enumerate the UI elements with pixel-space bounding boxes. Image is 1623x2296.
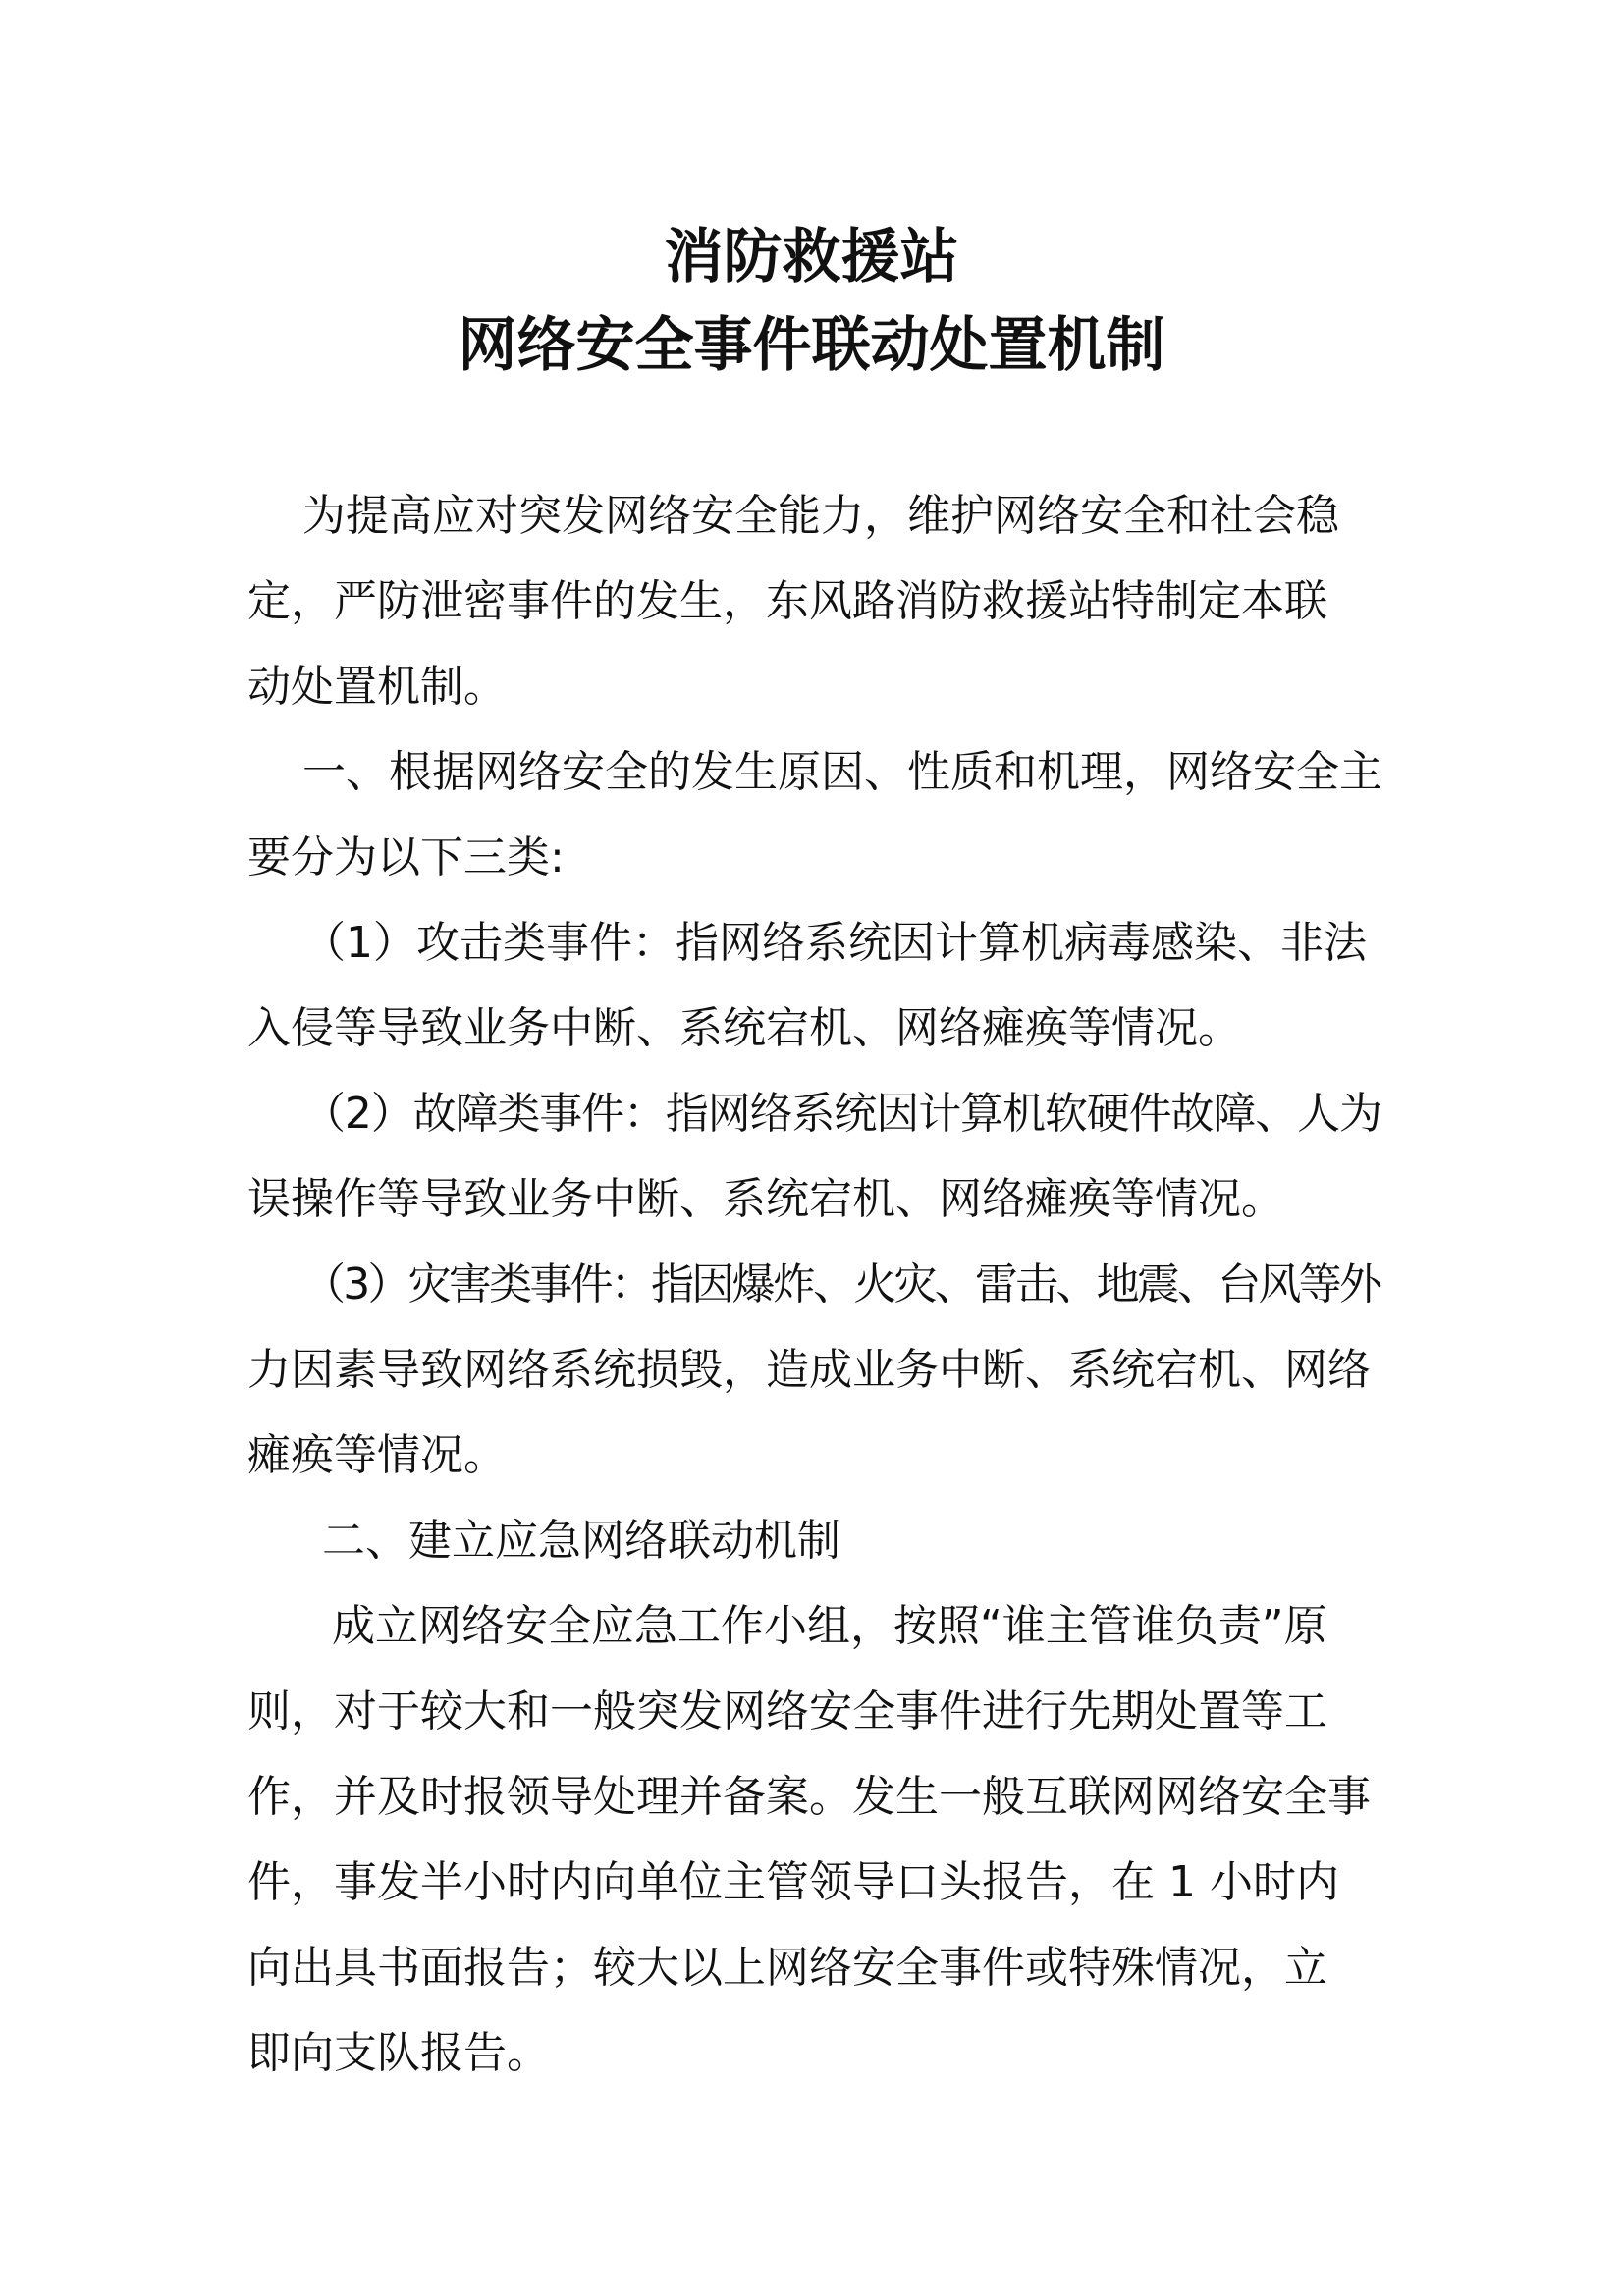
text-line: 向出具书面报告；较大以上网络安全事件或特殊情况，立 bbox=[247, 1943, 1327, 1993]
text-line: 误操作等导致业务中断、系统宕机、网络瘫痪等情况。 bbox=[247, 1174, 1284, 1224]
paragraph-section-one bbox=[247, 729, 1384, 900]
text-line: 件，事发半小时内向单位主管领导口头报告，在 1 小时内 bbox=[247, 1857, 1339, 1907]
text-line: 作，并及时报领导处理并备案。发生一般互联网网络安全事 bbox=[247, 1772, 1371, 1822]
text-line: 动处置机制。 bbox=[247, 662, 507, 712]
text-line: 一、根据网络安全的发生原因、性质和机理，网络安全主 bbox=[302, 747, 1382, 797]
text-line: （1）攻击类事件：指网络系统因计算机病毒感染、非法 bbox=[302, 918, 1367, 968]
document-body bbox=[247, 473, 1384, 2096]
paragraph-section-two bbox=[247, 1583, 1384, 2096]
text-line: （2）故障类事件：指网络系统因计算机软硬件故障、人为 bbox=[302, 1089, 1381, 1139]
paragraph-item-3 bbox=[247, 1242, 1384, 1498]
paragraph-item-1 bbox=[247, 900, 1384, 1071]
paragraph-item-2 bbox=[247, 1071, 1384, 1242]
text-line: 要分为以下三类: bbox=[247, 832, 565, 882]
title-line-station: 消防救援站 bbox=[664, 223, 959, 292]
text-line: （3）灾害类事件：指因爆炸、火灾、雷击、地震、台风等外 bbox=[302, 1259, 1380, 1309]
text-line: 即向支队报告。 bbox=[247, 2028, 550, 2078]
text-line: 定，严防泄密事件的发生，东风路消防救援站特制定本联 bbox=[247, 576, 1327, 626]
section-heading bbox=[247, 1498, 1384, 1583]
document-title bbox=[0, 213, 1623, 390]
text-line: 力因素导致网络系统损毁，造成业务中断、系统宕机、网络 bbox=[247, 1345, 1371, 1395]
section-heading-text: 二、建立应急网络联动机制 bbox=[322, 1516, 840, 1566]
text-line: 成立网络安全应急工作小组，按照“谁主管谁负责”原 bbox=[332, 1601, 1327, 1651]
text-line: 为提高应对突发网络安全能力，维护网络安全和社会稳 bbox=[302, 491, 1339, 541]
paragraph-intro bbox=[247, 473, 1384, 729]
text-line: 瘫痪等情况。 bbox=[247, 1430, 507, 1480]
title-line-mechanism: 网络安全事件联动处置机制 bbox=[458, 311, 1165, 380]
text-line: 则，对于较大和一般突发网络安全事件进行先期处置等工 bbox=[247, 1686, 1327, 1736]
text-line: 入侵等导致业务中断、系统宕机、网络瘫痪等情况。 bbox=[247, 1003, 1241, 1053]
